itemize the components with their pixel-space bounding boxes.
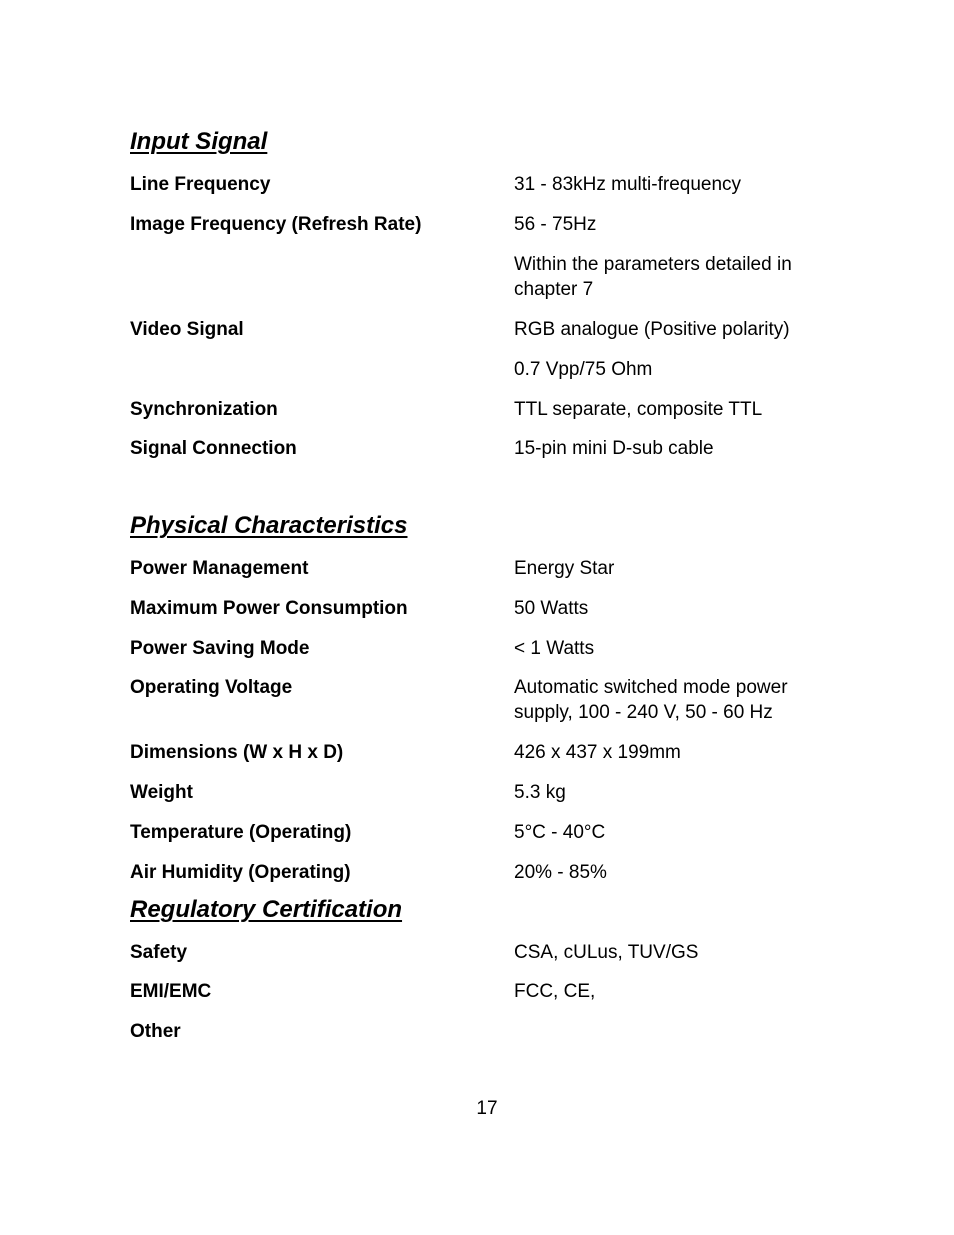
spec-label-dimensions: Dimensions (W x H x D) — [130, 742, 344, 763]
section-heading-physical-characteristics: Physical Characteristics — [130, 512, 408, 539]
spec-label-line-frequency: Line Frequency — [130, 174, 271, 195]
spec-label-operating-voltage: Operating Voltage — [130, 677, 293, 698]
spec-value-signal-connection: 15-pin mini D-sub cable — [514, 438, 714, 459]
section-heading-regulatory-certification: Regulatory Certification — [130, 896, 403, 923]
spec-label-emi-emc: EMI/EMC — [130, 981, 212, 1002]
spec-label-air-humidity: Air Humidity (Operating) — [130, 862, 351, 883]
spec-value-power-saving-mode: < 1 Watts — [514, 638, 595, 659]
spec-value-weight: 5.3 kg — [514, 782, 566, 803]
spec-value-synchronization: TTL separate, composite TTL — [514, 399, 763, 420]
spec-value-power-management: Energy Star — [514, 558, 615, 579]
spec-value-emi-emc: FCC, CE, — [514, 981, 596, 1002]
spec-label-power-saving-mode: Power Saving Mode — [130, 638, 310, 659]
spec-label-video-signal: Video Signal — [130, 319, 244, 340]
spec-label-weight: Weight — [130, 782, 193, 803]
spec-value-maximum-power-consumption: 50 Watts — [514, 598, 589, 619]
spec-label-signal-connection: Signal Connection — [130, 438, 297, 459]
spec-label-temperature: Temperature (Operating) — [130, 822, 352, 843]
spec-label-maximum-power-consumption: Maximum Power Consumption — [130, 598, 408, 619]
spec-value-image-frequency: 56 - 75Hz — [514, 214, 597, 235]
page-number: 17 — [476, 1098, 498, 1119]
spec-value-air-humidity: 20% - 85% — [514, 862, 607, 883]
spec-label-safety: Safety — [130, 942, 188, 963]
spec-label-synchronization: Synchronization — [130, 399, 278, 420]
spec-value-operating-voltage: Automatic switched mode power supply, 100 - 240 V, 50 - 60 Hz — [514, 677, 788, 723]
section-heading-input-signal: Input Signal — [130, 128, 268, 155]
spec-label-other: Other — [130, 1021, 181, 1042]
spec-value-image-frequency-note: Within the parameters detailed in chapter 7 — [514, 254, 792, 300]
spec-value-dimensions: 426 x 437 x 199mm — [514, 742, 681, 763]
spec-label-power-management: Power Management — [130, 558, 309, 579]
spec-value-temperature: 5°C - 40°C — [514, 822, 606, 843]
spec-label-image-frequency: Image Frequency (Refresh Rate) — [130, 214, 422, 235]
spec-value-line-frequency: 31 - 83kHz multi-frequency — [514, 174, 742, 195]
spec-value-video-signal-level: 0.7 Vpp/75 Ohm — [514, 359, 653, 380]
spec-value-safety: CSA, cULus, TUV/GS — [514, 942, 699, 963]
spec-value-video-signal: RGB analogue (Positive polarity) — [514, 319, 790, 340]
